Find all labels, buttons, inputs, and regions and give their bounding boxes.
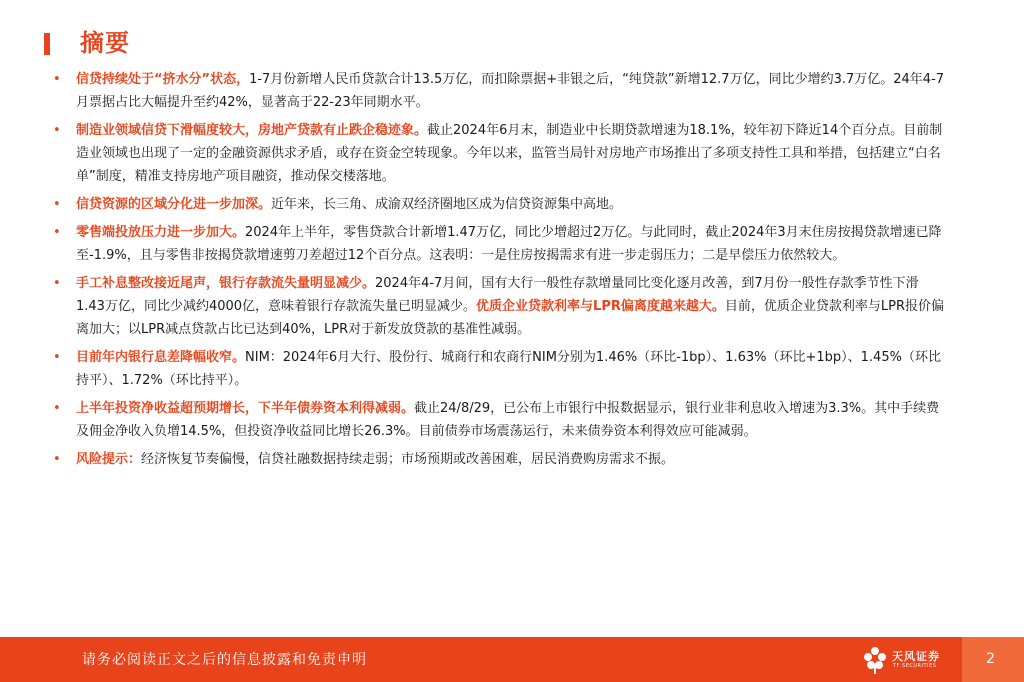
company-logo (860, 644, 950, 676)
list-item (53, 193, 946, 216)
bullet-lead: 信贷资源的区域分化进一步加深。 (76, 197, 272, 212)
disclaimer-text: 请务必阅读正文之后的信息披露和免责申明 (82, 652, 367, 668)
list-item (53, 221, 946, 267)
logo-text-en: TF SECURITIES (893, 663, 937, 669)
page-title: 摘要 (80, 29, 130, 57)
bullet-body: 经济恢复节奏偏慢，信贷社融数据持续走弱；市场预期或改善困难，居民消费购房需求不振。 (141, 452, 675, 467)
bullet-lead-secondary: 优质企业贷款利率与LPR偏离度越来越大。 (476, 299, 725, 314)
bullet-icon: • (53, 123, 61, 138)
list-item (53, 119, 946, 188)
bullet-icon: • (53, 401, 61, 416)
bullet-icon: • (53, 225, 61, 240)
page-number: 2 (986, 651, 995, 667)
bullet-body: 截止24/8/29，已公布上市银行中报数据显示，银行业非利息收入增速为3.3%。其中手续费及佣金净收入负增14.5%，但投资净收益同比增长26.3%。目前债券市场震荡运行，未来债券资本利得效应可能减弱。 (76, 401, 940, 439)
bullet-lead: 手工补息整改接近尾声，银行存款流失量明显减少。 (76, 276, 376, 291)
bullet-lead: 信贷持续处于“挤水分”状态， (76, 72, 250, 87)
bullet-lead: 风险提示： (76, 452, 142, 467)
bullet-body: NIM：2024年6月大行、股份行、城商行和农商行NIM分别为1.46%（环比-1bp）、1.63%（环比+1bp）、1.45%（环比持平）、1.72%（环比持平）。 (76, 350, 941, 388)
summary-list (53, 68, 946, 476)
bullet-body-secondary: 目前，优质企业贷款利率与LPR报价偏离加大；以LPR减点贷款占比已达到40%，LPR对于新发放贷款的基准性减弱。 (76, 299, 944, 337)
bullet-body: 1-7月份新增人民币贷款合计13.5万亿，而扣除票据+非银之后，“纯贷款”新增12.7万亿，同比少增约3.7万亿。24年4-7月票据占比大幅提升至约42%，显著高于22-23年同期水平。 (76, 72, 945, 110)
title-accent-bar (44, 33, 50, 55)
footer-bar (0, 637, 1024, 682)
bullet-icon: • (53, 197, 61, 212)
bullet-icon: • (53, 276, 61, 291)
list-item (53, 68, 946, 114)
flower-logo-icon (860, 644, 890, 674)
list-item (53, 346, 946, 392)
bullet-body: 2024年4-7月间，国有大行一般性存款增量同比变化逐月改善，到7月份一般性存款季节性下滑1.43万亿，同比少减约4000亿，意味着银行存款流失量已明显减少。 (76, 276, 919, 314)
logo-text-cn: 天风证券 (892, 650, 940, 663)
bullet-body: 截止2024年6月末，制造业中长期贷款增速为18.1%，较年初下降近14个百分点。目前制造业领域也出现了一定的金融资源供求矛盾，或存在资金空转现象。今年以来，监管当局针对房地产市场推出了多项支持性工具和举措，包括建立“白名单”制度，精准支持房地产项目融资，推动保交楼落地。 (76, 123, 943, 184)
bullet-body: 近年来，长三角、成渝双经济圈地区成为信贷资源集中高地。 (271, 197, 623, 212)
list-item (53, 397, 946, 443)
bullet-icon: • (53, 350, 61, 365)
bullet-lead: 零售端投放压力进一步加大。 (76, 225, 246, 240)
bullet-lead: 制造业领域信贷下滑幅度较大，房地产贷款有止跌企稳迹象。 (76, 123, 428, 138)
bullet-lead: 上半年投资净收益超预期增长，下半年债券资本利得减弱。 (76, 401, 415, 416)
list-item (53, 448, 946, 471)
bullet-icon: • (53, 72, 61, 87)
bullet-body: 2024年上半年，零售贷款合计新增1.47万亿，同比少增超过2万亿。与此同时，截止2024年3月末住房按揭贷款增速已降至-1.9%，且与零售非按揭贷款增速剪刀差超过12个百分点。这表明：一是住房按揭需求有进一步走弱压力；二是早偿压力依然较大。 (76, 225, 942, 263)
list-item (53, 272, 946, 341)
bullet-icon: • (53, 452, 61, 467)
bullet-lead: 目前年内银行息差降幅收窄。 (76, 350, 246, 365)
